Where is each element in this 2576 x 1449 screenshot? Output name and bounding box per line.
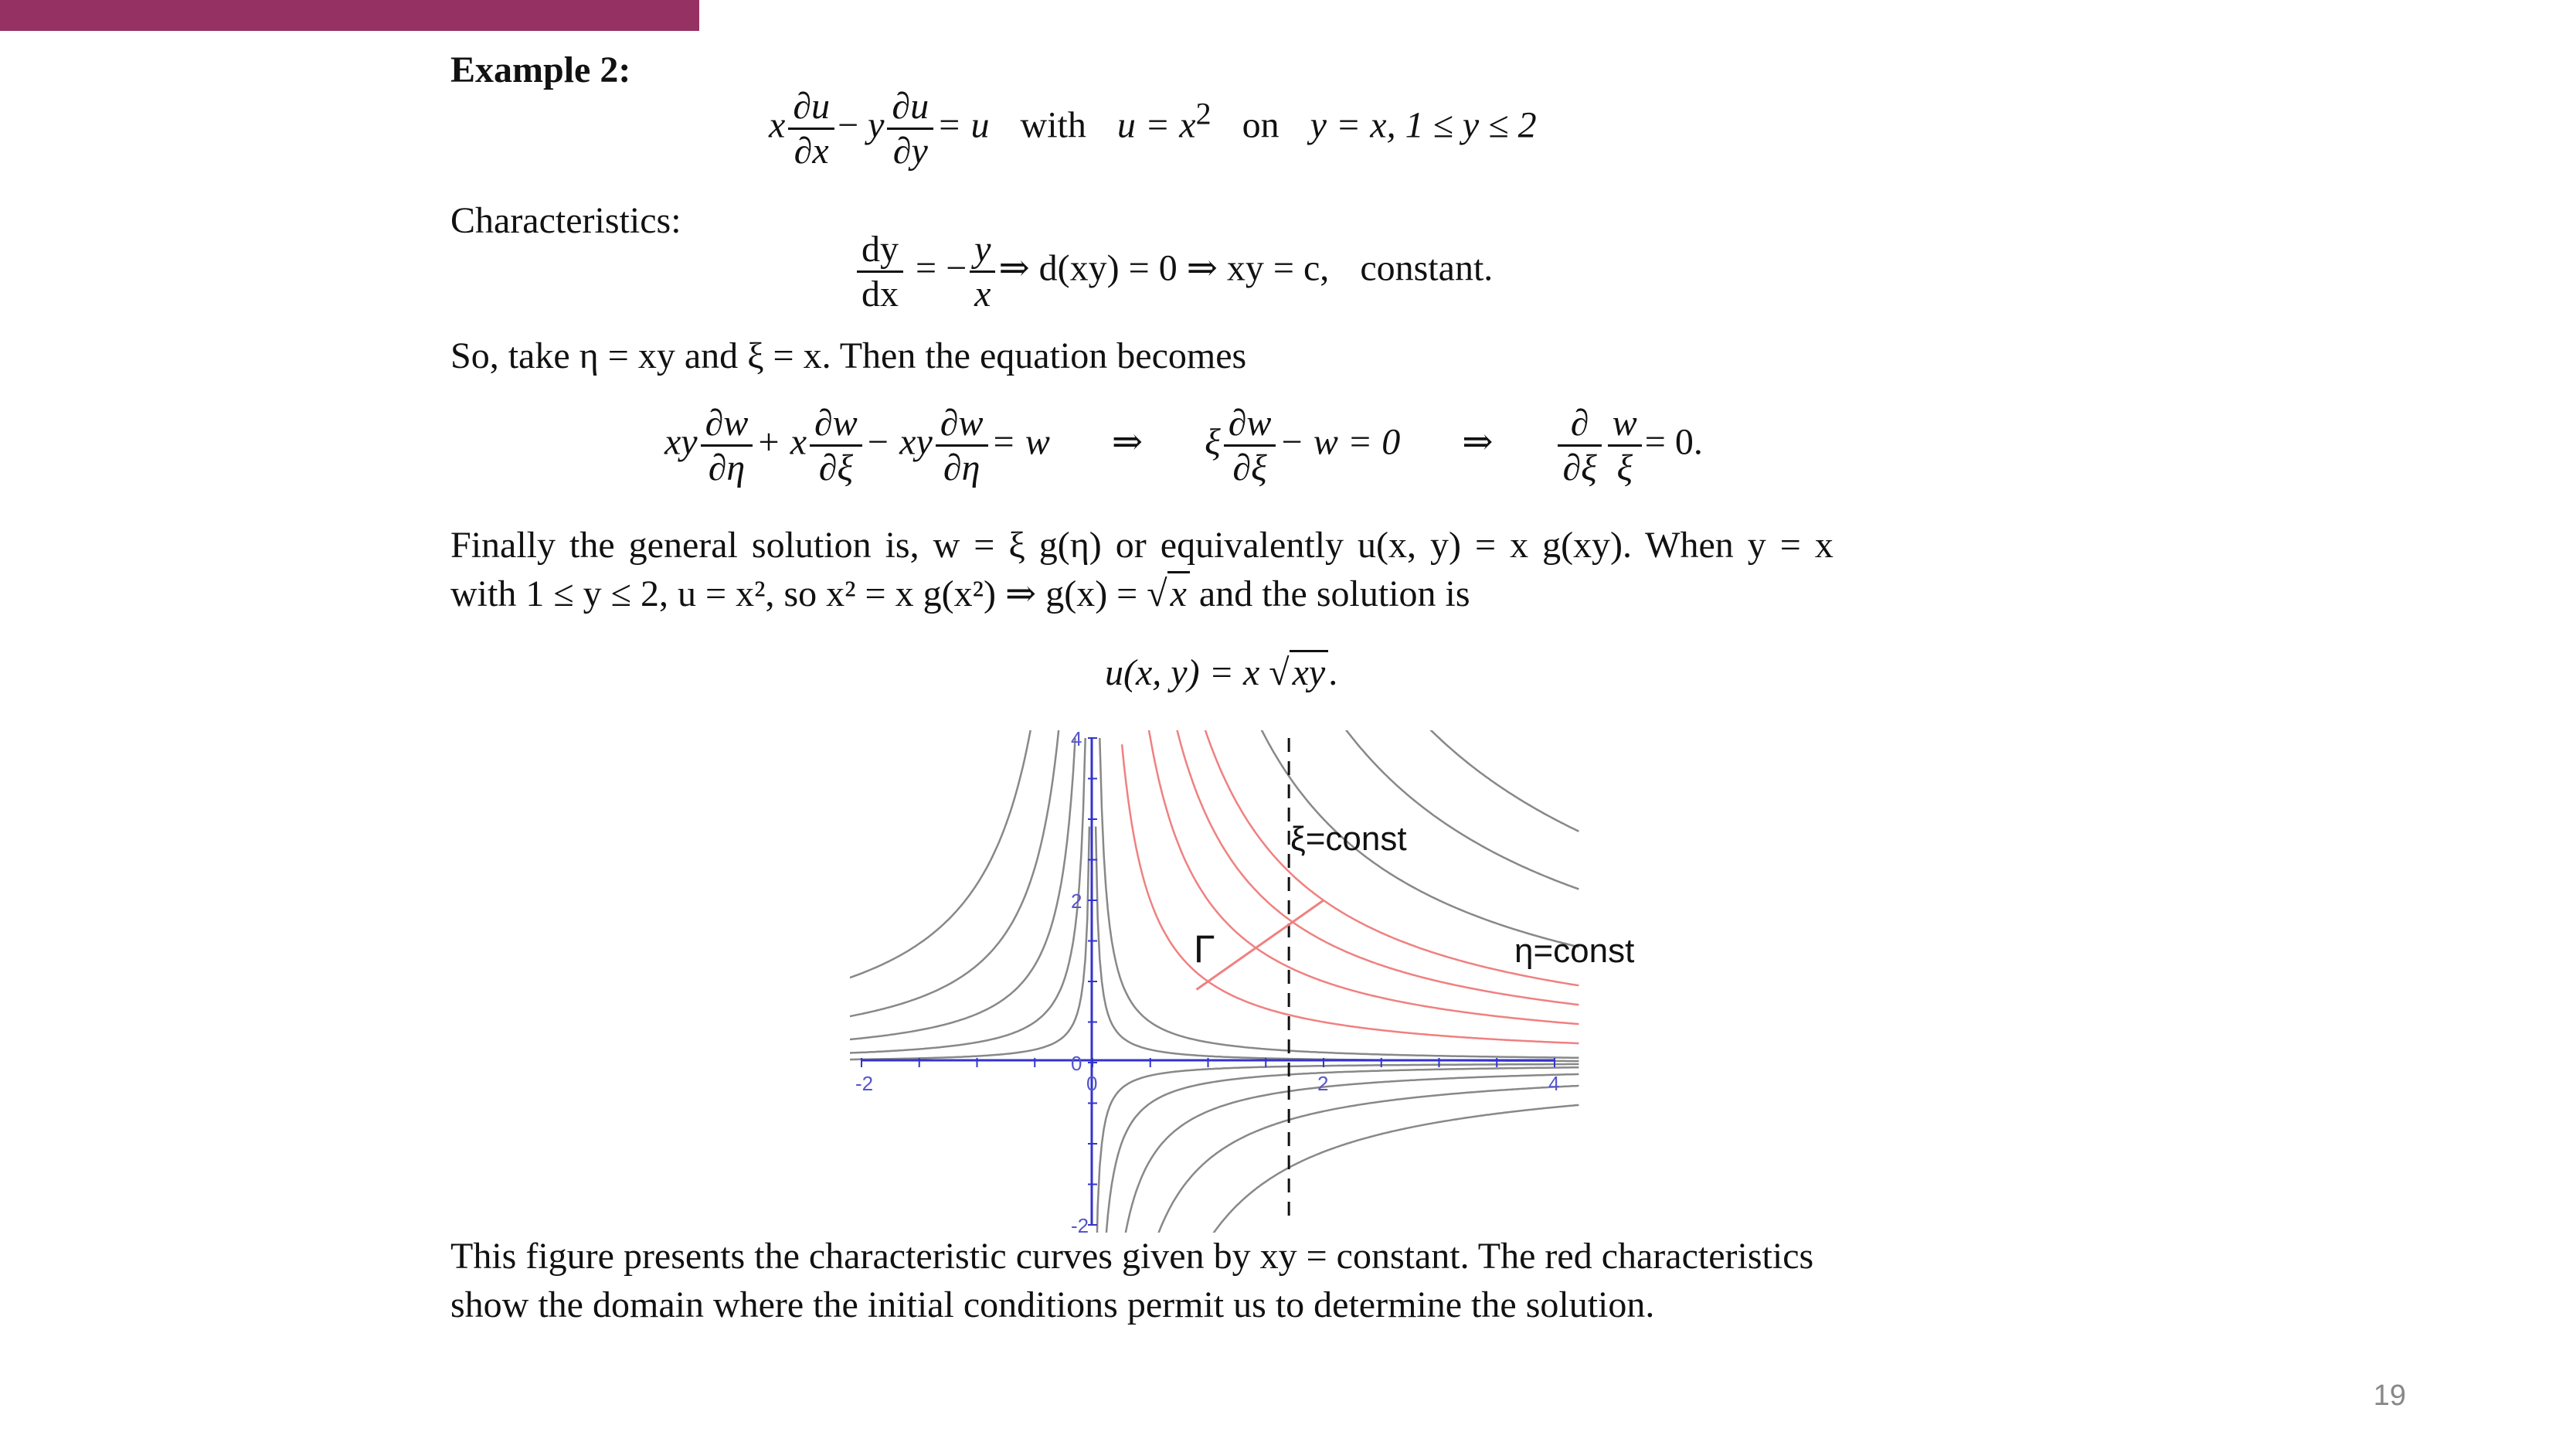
eta-const-label: η=const bbox=[1514, 932, 1635, 970]
gray-curve-q4-4 bbox=[1154, 1105, 1579, 1233]
caption-line-1: This figure presents the characteristic curves given by xy = constant. The red characteristics bbox=[450, 1236, 1814, 1277]
gray-curve-q2-2 bbox=[850, 738, 1076, 1051]
y-tick-label-0: 0 bbox=[1071, 1052, 1082, 1075]
xi-const-label: ξ=const bbox=[1290, 820, 1407, 858]
characteristics-label: Characteristics: bbox=[450, 200, 681, 241]
gray-curve-q4-1 bbox=[1099, 1067, 1579, 1233]
x-tick-label-0: 0 bbox=[1086, 1072, 1098, 1095]
gray-curve-q2-3 bbox=[850, 730, 1059, 1039]
gamma-label: Γ bbox=[1194, 927, 1215, 971]
equation-transformed: xy $\frac{\partial w}{\partial\eta}$ + x $\frac{\partial w}{\partial\xi}$ − xy $\frac{\partial w}{\partial\eta}$ = w ⇒ ξ $\frac{\partial w}{\partial\xi}$ − w = 0 ⇒ $\frac{\partial}{\partial\xi}$ $\frac{w}{\xi}$ = 0. bbox=[664, 403, 1703, 489]
x-tick-label-neg2: -2 bbox=[855, 1072, 874, 1095]
red-curve-1 bbox=[1148, 730, 1579, 1024]
gray-curve-q4-3 bbox=[1126, 1086, 1579, 1233]
red-curve-0 bbox=[1122, 744, 1579, 1043]
x-tick-label-2: 2 bbox=[1317, 1072, 1329, 1095]
caption-line-2: show the domain where the initial conditions permit us to determine the solution. bbox=[450, 1284, 1655, 1325]
solution-equation: u(x, y) = x √xy. bbox=[1105, 649, 1337, 697]
x-tick-label-4: 4 bbox=[1548, 1072, 1560, 1095]
gray-curve-q2-4 bbox=[850, 730, 1031, 1020]
characteristics-figure bbox=[850, 730, 1669, 1233]
y-tick-label-4: 4 bbox=[1071, 730, 1082, 750]
y-tick-label-2: 2 bbox=[1071, 889, 1082, 913]
curve-group bbox=[850, 730, 1579, 1233]
example-heading: Example 2: bbox=[450, 49, 631, 90]
paragraph-line-2: with 1 ≤ y ≤ 2, u = x², so x² = x g(x²) ⇒ g(x) = √x and the solution is bbox=[450, 570, 1470, 618]
gamma-segment bbox=[1197, 900, 1324, 990]
gray-curve-q1-1 bbox=[1099, 738, 1579, 1058]
equation-pde: x $\frac{\partial u}{\partial x}$ − y $\frac{\partial u}{\partial y}$ = u with $u = x^2$ on y = x, 1 ≤ y ≤ 2 bbox=[769, 86, 1537, 172]
equation-characteristics: $\frac{dy}{dx}$ = − $\frac{y}{x}$ ⇒ d(xy) = 0 ⇒ xy = c, constant. bbox=[854, 228, 1493, 315]
gray-curve-q2-0 bbox=[850, 827, 1089, 1062]
gray-curve-q1-0 bbox=[1096, 827, 1579, 1062]
gray-curve-q4-2 bbox=[1110, 1074, 1579, 1233]
page-number: 19 bbox=[2373, 1379, 2406, 1412]
y-tick-label-neg2: -2 bbox=[1071, 1214, 1089, 1233]
sentence-substitution: So, take η = xy and ξ = x. Then the equation becomes bbox=[450, 335, 1247, 376]
paragraph-line-1: Finally the general solution is, w = ξ g(η) or equivalently u(x, y) = x g(xy). When y = x bbox=[450, 525, 1833, 566]
gray-curve-q1-4 bbox=[1423, 730, 1579, 832]
accent-bar bbox=[0, 0, 699, 31]
